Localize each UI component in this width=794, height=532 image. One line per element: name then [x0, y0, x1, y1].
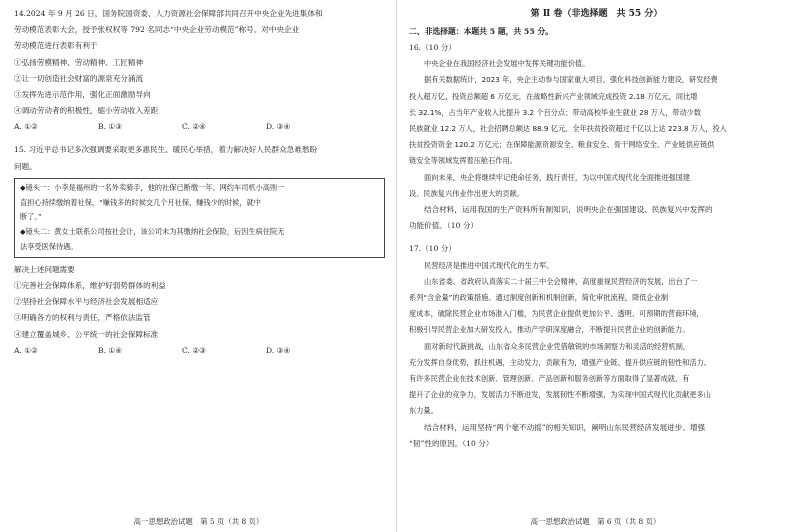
q16-question-line: 结合材料，运用我国的生产资料所有制知识，说明央企在强国建设、民族复兴中发挥的 [424, 205, 713, 215]
box2-line: ◆镜头二：黄女士联系公司按社会计，该公司未为其缴纳社会保险，后因生病住院无 [20, 227, 285, 237]
q14-item: ④调动劳动者的积极性，缩小劳动收入差距 [14, 106, 159, 116]
box2-line: 法享受医保待遇。 [20, 242, 78, 252]
q17-material-line: 提升了企业的竞争力，发展活力不断迸发，发展韧性不断增强，为实现中国式现代化贡献更多山 [409, 390, 711, 400]
q17-material-line: 民营经济是推进中国式现代化的生力军。 [424, 260, 554, 270]
q17-material-line: 面对新时代新挑战，山东省众多民营企业凭借敏锐的市场洞察力和灵活的经营机制， [424, 341, 690, 351]
q17-number: 17.（10 分） [409, 244, 456, 254]
q15-option-a: A. ①② [14, 345, 38, 355]
box1-line: 直担心持续缴纳着社保，“赚钱多的时候交几个月社保，赚钱少的时候，就中 [20, 197, 261, 207]
section-heading: 二、非选择题：本题共 5 题，共 55 分。 [409, 27, 554, 36]
question-15 [14, 142, 389, 358]
q14-stem-line3: 劳动模范进行表彰有利于 [14, 41, 98, 51]
q16-material-line: 投入超万亿，投资总额超 6 万亿元，在战略性新兴产业领域完成投资 2.18 万亿元，同比增 [409, 91, 698, 101]
q17-material-line: 度成本，破除民营企业市场准入门槛，为民营企业提供更加公平、透明、可预期的营商环境， [409, 309, 704, 319]
right-page [397, 0, 794, 532]
q15-material-box [14, 178, 385, 258]
q17-material-line: 有许多民营企业在技术创新、管理创新、产品创新和服务创新等方面取得了显著成就，有 [409, 374, 690, 384]
q15-options [14, 343, 389, 359]
q14-options [14, 119, 389, 135]
q16-material-line: 设、民族复兴伟业作出更大的贡献。 [409, 188, 525, 198]
q14-stem-line2: 劳动模范表彰大会，授予张权权等 792 名同志“中央企业劳动模范”称号。对中央企业 [14, 25, 300, 35]
q15-stem-line1: 15. 习近平总书记多次强调要采取更多惠民生、暖民心举措，着力解决好人民群众急难愁盼 [14, 145, 318, 155]
q15-lead: 解决上述问题需要 [14, 264, 75, 274]
q17-material-line: 积极引导民营企业加大研发投入，推动产学研深度融合，不断提升民营企业的创新能力。 [409, 325, 690, 335]
q16-number: 16.（10 分） [409, 43, 456, 52]
question-14 [14, 6, 389, 135]
q15-option-d: D. ③④ [266, 345, 291, 355]
left-page-footer: 高一思想政治试题 第 5 页（共 8 页） [133, 517, 264, 526]
q15-option-c: C. ②③ [182, 345, 206, 355]
section-title: 第 Ⅱ 卷（非选择题 共 55 分） [530, 9, 663, 19]
box1-line: 断了。” [20, 212, 42, 222]
q14-item: ①弘扬劳模精神、劳动精神、工匠精神 [14, 57, 144, 67]
q15-item: ①完善社会保障体系，维护好弱势群体的利益 [14, 281, 166, 291]
q17-material-line: 东力量。 [409, 406, 438, 416]
q16-material-line: 民族就业 12.2 万人，社会招聘总额达 88.9 亿元，全年扶贫投资超过千亿以上达 223.8 万人，投入 [409, 124, 727, 134]
q15-item: ③明确各方的权利与责任，严格依法监管 [14, 313, 151, 323]
question-17 [409, 241, 784, 452]
q17-material-line: 系列“含金量”的政策措施。通过制度创新和机制创新，简化审批流程，降低企业制 [409, 293, 669, 303]
q16-material-line: 长 32.1%，占当年产业收入比提升 3.2 个百分点；带动高校毕业生就业 28 万人，带动少数 [409, 107, 702, 117]
question-16 [409, 40, 784, 234]
q17-material-line: 充分发挥自身优势，抓住机遇，主动发力，贡献有为，增强产业链、提升供应链的韧性和活力。 [409, 357, 711, 367]
q15-item: ②坚持社会保障水平与经济社会发展相适应 [14, 297, 159, 307]
q16-material-line: 据有关数据统计，2023 年，央企主动参与国家重大项目，强化科技创新能力建设，研发经费 [424, 75, 718, 85]
q16-material-line: 面向未来，央企将继续牢记使命任务，践行责任，为以中国式现代化全面推进强国建 [424, 172, 690, 182]
q17-material-line: 山东省委、省政府认真落实二十届三中全会精神，高度重视民营经济的发展，出台了一 [424, 276, 698, 286]
q15-stem-line2: 问题。 [14, 161, 37, 171]
q16-material-line: 链安全等领域发挥着压舱石作用。 [409, 156, 517, 166]
q14-item: ②让一切创造社会财富的源泉充分涌流 [14, 73, 144, 83]
q15-option-b: B. ①④ [98, 345, 123, 355]
q14-option-c: C. ②④ [182, 122, 206, 132]
q16-material-line: 中央企业在我国经济社会发展中发挥关键功能价值。 [424, 59, 590, 69]
q16-question-line: 功能价值。（10 分） [409, 221, 479, 231]
q16-material-line: 扶贫投资资金 120.2 万亿元；在保障能源资源安全、粮食安全、骨干网络安全、产业链供应链供 [409, 140, 715, 150]
right-page-footer: 高一思想政治试题 第 6 页（共 8 页） [530, 517, 661, 526]
q17-question-line: “韧”性的原因。（10 分） [409, 438, 494, 448]
q14-stem-line1: 14.2024 年 9 月 26 日，国务院国资委、人力资源社会保障部共同召开中央企业先进集体和 [14, 9, 323, 18]
q17-question-line: 结合材料，运用坚持“两个毫不动摇”的相关知识，阐明山东民营经济发展进步、增强 [424, 422, 706, 432]
q14-option-a: A. ①② [14, 122, 38, 132]
q14-item: ③发挥先进示范作用，强化正面激励导向 [14, 90, 151, 100]
q14-option-b: B. ①③ [98, 122, 123, 132]
box1-line: ◆镜头一：小李是福州的一名外卖骑手，他的社保已断缴一年。网约车司机小高则一 [20, 182, 285, 192]
q15-item: ④建立覆盖城乡、公平统一的社会保障标准 [14, 329, 159, 339]
q14-option-d: D. ③④ [266, 122, 291, 132]
